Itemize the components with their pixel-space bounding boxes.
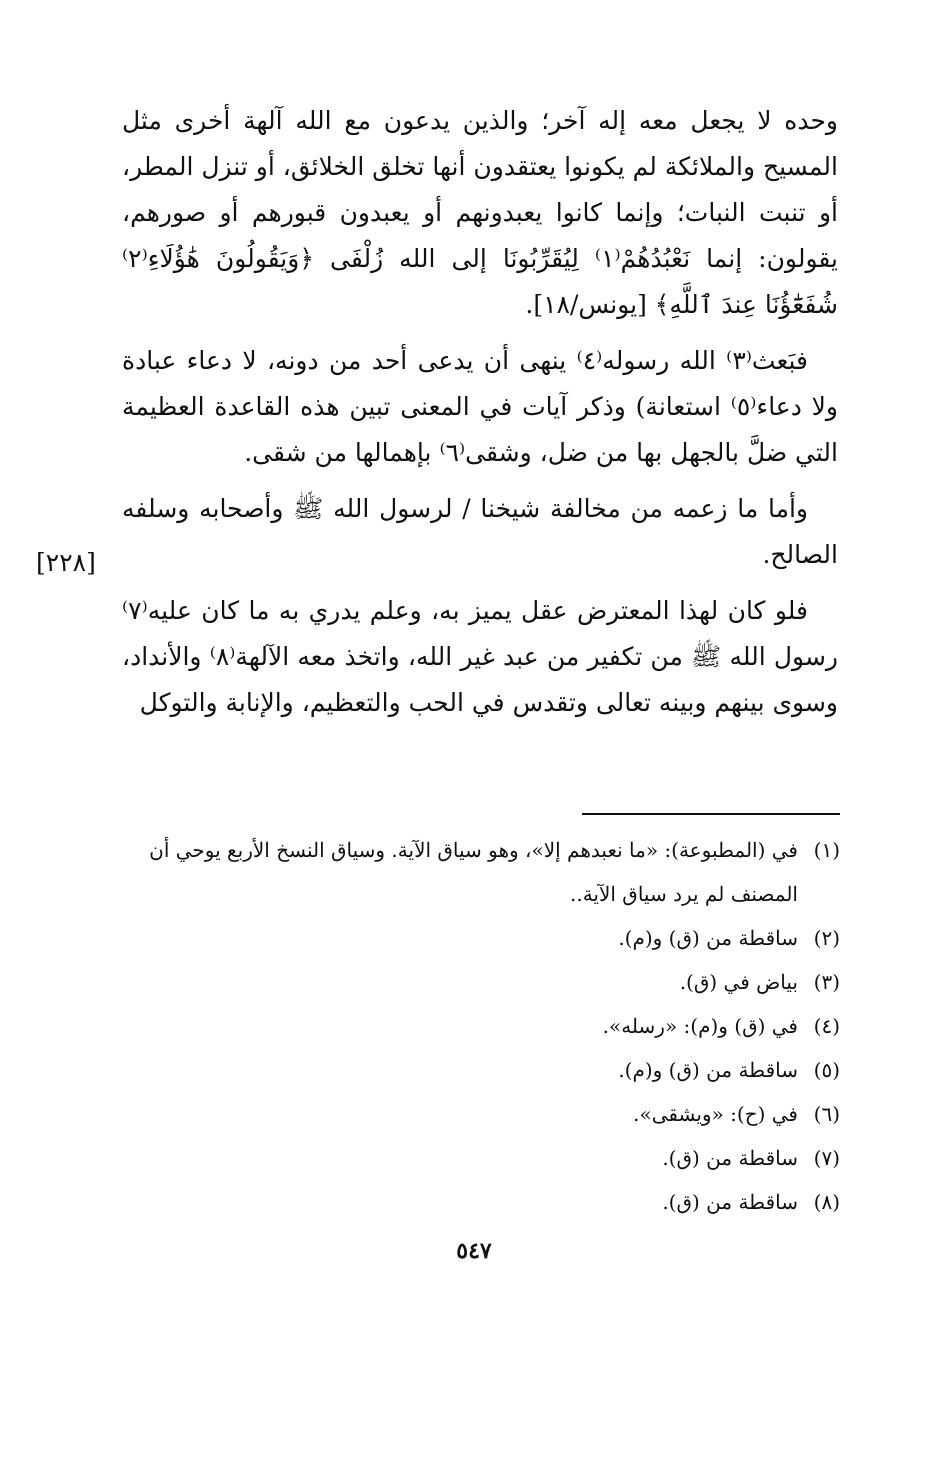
page-number: ٥٤٧ (456, 1238, 492, 1264)
footnote-text: ساقطة من (ق). (662, 1190, 798, 1214)
footnote-separator (582, 813, 840, 815)
footnote-item (122, 916, 840, 960)
footnote-number: (٤) (813, 1014, 840, 1038)
footnote-number: (٥) (813, 1058, 840, 1082)
footnote-item (122, 960, 840, 1004)
footnote-text: بياض في (ق). (679, 970, 798, 994)
footnote-item (122, 1004, 840, 1048)
footnote-item (122, 1092, 840, 1136)
paragraph-4: فلو كان لهذا المعترض عقل يميز به، وعلم يدري به ما كان عليه⁽٧⁾ رسول الله ﷺ من تكفير من عبد غير الله، واتخذ معه الآلهة⁽٨⁾ والأنداد، وسوى بينهم وبينه تعالى وتقدس في الحب والتعظيم، والإنابة والتوكل (122, 596, 838, 717)
main-text (122, 98, 838, 736)
footnote-text: ساقطة من (ق) و(م). (618, 926, 798, 950)
footnote-text: في (ق) و(م): «رسله». (602, 1014, 798, 1038)
footnote-item (122, 828, 840, 916)
footnote-number: (٦) (813, 1102, 840, 1126)
margin-page-reference: [٢٢٨] (36, 548, 96, 577)
footnote-text: ساقطة من (ق) و(م). (618, 1058, 798, 1082)
paragraph-2: فبَعث⁽٣⁾ الله رسوله⁽٤⁾ ينهى أن يدعى أحد من دونه، لا دعاء عبادة ولا دعاء⁽٥⁾ استعانة) وذكر آيات في المعنى تبين هذه القاعدة العظيمة التي ضلَّ بالجهل بها من ضل، وشقى⁽٦⁾ بإهمالها من شقى. (122, 346, 839, 467)
paragraph-3: وأما ما زعمه من مخالفة شيخنا / لرسول الله ﷺ وأصحابه وسلفه الصالح. (122, 494, 838, 569)
footnote-number: (٨) (813, 1190, 840, 1214)
footnote-text: في (ح): «ويشقى». (633, 1102, 798, 1126)
footnote-number: (٢) (813, 926, 840, 950)
footnote-number: (٣) (813, 970, 840, 994)
footnote-item (122, 1180, 840, 1224)
footnote-text: في (المطبوعة): «ما نعبدهم إلا»، وهو سياق الآية. وسياق النسخ الأربع يوحي أن المصنف لم يرد سياق الآية.. (149, 838, 798, 906)
footnote-number: (٧) (813, 1146, 840, 1170)
footnote-number: (١) (813, 838, 840, 862)
footnote-item (122, 1136, 840, 1180)
paragraph-1: وحده لا يجعل معه إله آخر؛ والذين يدعون مع الله آلهة أخرى مثل المسيح والملائكة لم يكونوا يعتقدون أنها تخلق الخلائق، أو تنزل المطر، أو تنبت النبات؛ وإنما كانوا يعبدونهم أو يعبدون قبورهم أو صورهم، يقولون: إنما نَعْبُدُهُمْ⁽١⁾ لِيُقَرِّبُونَا إلى الله زُلْفَى ﴿وَيَقُولُونَ هَٰؤُلَاءِ⁽٢⁾ شُفَعَٰٓؤُنَا عِندَ ٱللَّهِ﴾ [يونس/١٨]. (122, 106, 838, 319)
footnote-text: ساقطة من (ق). (662, 1146, 798, 1170)
footnote-item (122, 1048, 840, 1092)
footnotes (122, 828, 840, 1224)
